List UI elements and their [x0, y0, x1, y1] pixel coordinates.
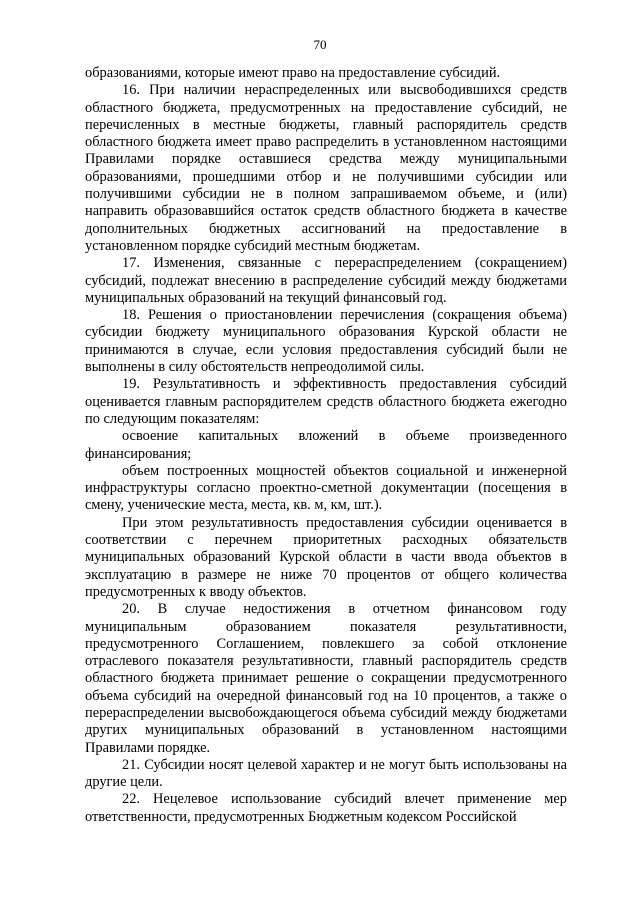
page-number: 70 — [313, 37, 327, 52]
paragraph-19-note: При этом результативность предоставления субсидии оценивается в соответствии с перечнем приоритетных расходных обязательств муниципальных образований Курской области в части ввода объектов в эксплуатацию в размере не ниже 70 процентов от общего количества предусмотренных к вводу объектов. — [85, 514, 567, 600]
paragraph-22: 22. Нецелевое использование субсидий влечет применение мер ответственности, предусмотренных Бюджетным кодексом Российской — [85, 791, 567, 825]
document-body — [85, 65, 567, 826]
paragraph-21: 21. Субсидии носят целевой характер и не могут быть использованы на другие цели. — [85, 756, 567, 791]
indicator-capacity: объем построенных мощностей объектов социальной и инженерной инфраструктуры согласно проектно-сметной документации (посещения в смену, ученические места, места, кв. м, км, шт.). — [85, 462, 567, 514]
paragraph-continuation: образованиями, которые имеют право на предоставление субсидий. — [85, 65, 501, 81]
paragraph-18: 18. Решения о приостановлении перечисления (сокращения объема) субсидии бюджету муниципального образования Курской области не принимаются в случае, если условия предоставления субсидий были не выполнены в силу обстоятельств непреодолимой силы. — [85, 307, 567, 376]
paragraph-16: 16. При наличии нераспределенных или высвободившихся средств областного бюджета, предусмотренных на предоставление субсидий, не перечисленных в местные бюджеты, главный распорядитель средств областного бюджета имеет право распределить в установленном настоящими Правилами порядке оставшиеся средства между муниципальными образованиями, прошедшими отбор и не получившими субсидии или получившими субсидии не в полном запрашиваемом объеме, и (или) направить образовавшийся остаток средств областного бюджета в качестве дополнительных бюджетных ассигнований на предоставление в установленном порядке субсидий местным бюджетам. — [85, 82, 567, 254]
paragraph-17: 17. Изменения, связанные с перераспределением (сокращением) субсидий, подлежат внесению в распределение субсидий между бюджетами муниципальных образований на текущий финансовый год. — [85, 255, 567, 306]
paragraph-20: 20. В случае недостижения в отчетном финансовом году муниципальным образованием показателя результативности, предусмотренного Соглашением, повлекшего за собой отклонение отраслевого показателя результативности, главный распорядитель средств областного бюджета принимает решение о сокращении предусмотренного объема субсидий на очередной финансовый год на 10 процентов, а также о перераспределении высвобождающегося объема субсидий между бюджетами других муниципальных образований в установленном настоящими Правилами порядке. — [85, 601, 567, 756]
paragraph-19: 19. Результативность и эффективность предоставления субсидий оценивается главным распорядителем средств областного бюджета ежегодно по следующим показателям: — [85, 376, 567, 427]
indicator-capital-investment: освоение капитальных вложений в объеме произведенного финансирования; — [85, 428, 567, 462]
